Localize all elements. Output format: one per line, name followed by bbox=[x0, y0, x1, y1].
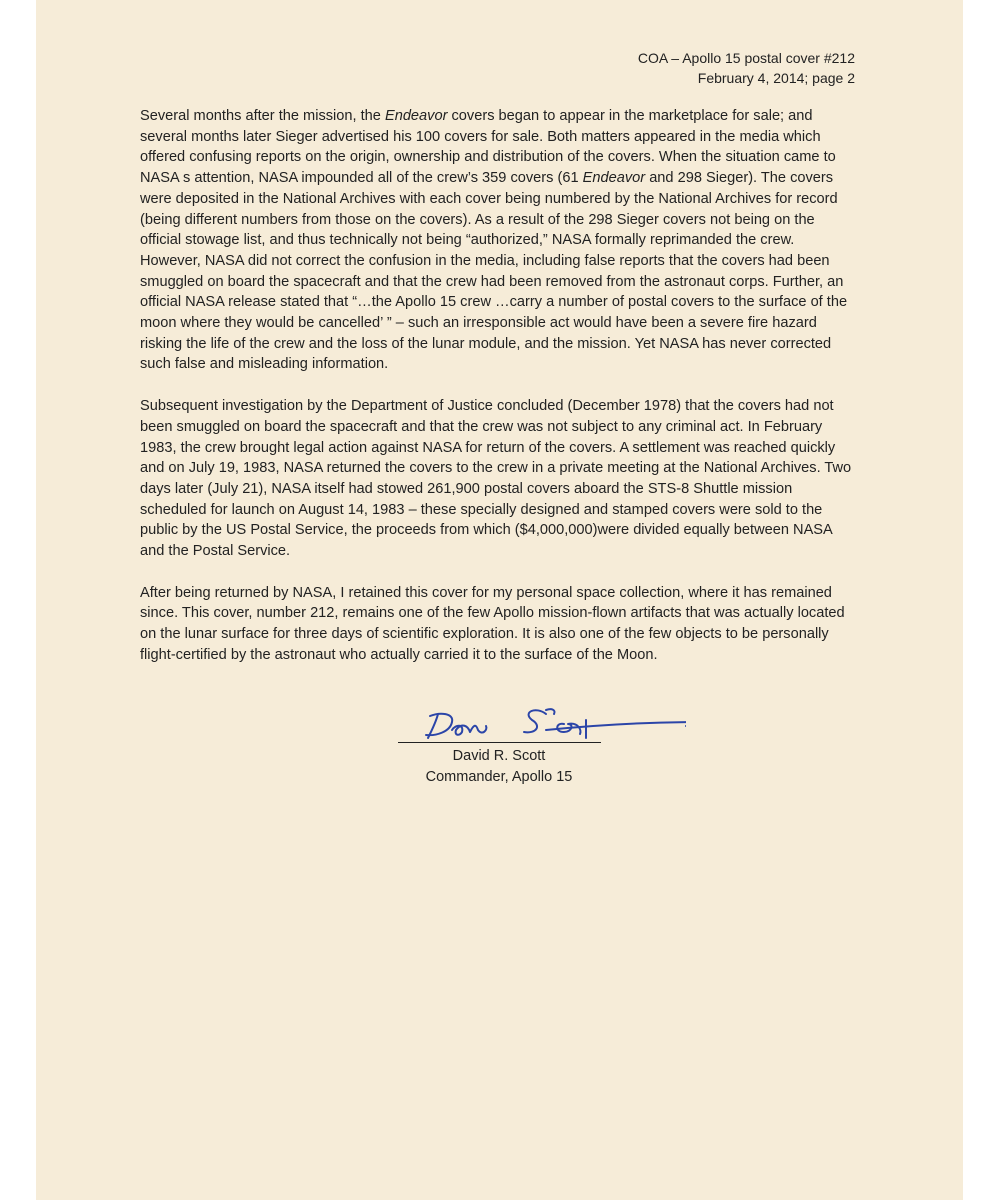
document-page bbox=[36, 0, 963, 1200]
header-reference: COA – Apollo 15 postal cover #212 bbox=[637, 50, 855, 66]
handwritten-signature bbox=[396, 700, 686, 746]
paragraph-1-part-c: and 298 Sieger). The covers were deposited in the National Archives with each cover being numbered by the National Archives for record (being different numbers from those on the covers). As a result of the 298 Sieger covers not being on the official stowage list, and thus technically not being “authorized,” NASA formally reprimanded the crew. However, NASA did not correct the confusion in the media, including false reports that the covers had been smuggled on board the spacecraft and that the crew had been removed from the astronaut corps. Further, an official NASA release stated that “…the Apollo 15 crew …carry a number of postal covers to the surface of the moon where they would be cancelled’ ” – such an irresponsible act would have been a severe fire hazard risking the life of the crew and the loss of the lunar module, and the mission. Yet NASA has never corrected such false and misleading information. bbox=[140, 170, 848, 373]
signature-line bbox=[398, 742, 601, 743]
signer-info bbox=[374, 746, 624, 788]
signer-name: David R. Scott bbox=[452, 748, 546, 764]
paragraph-1-part-b: covers began to appear in the marketplace for sale; and several months later Sieger advertised his 100 covers for sale. Both matters appeared in the media which offered confusing reports on the origin, ownership and distribution of the covers. When the situation came to NASA s attention, NASA impounded all of the crew’s 359 covers (61 bbox=[140, 108, 836, 187]
paragraph-1-emphasis-a: Endeavor bbox=[384, 108, 448, 124]
letter-body bbox=[140, 106, 856, 687]
header-date-page: February 4, 2014; page 2 bbox=[697, 70, 855, 86]
paragraph-1 bbox=[140, 106, 856, 375]
paragraph-1-part-a: Several months after the mission, the bbox=[140, 108, 385, 124]
paragraph-2: Subsequent investigation by the Department of Justice concluded (December 1978) that the covers had not been smuggled on board the spacecraft and that the crew was not subject to any criminal act. In February 1983, the crew brought legal action against NASA for return of the covers. A settlement was reached quickly and on July 19, 1983, NASA returned the covers to the crew in a private meeting at the National Archives. Two days later (July 21), NASA itself had stowed 261,900 postal covers aboard the STS-8 Shuttle mission scheduled for launch on August 14, 1983 – these specially designed and stamped covers were sold to the public by the US Postal Service, the proceeds from which ($4,000,000)were divided equally between NASA and the Postal Service. bbox=[140, 398, 852, 560]
paragraph-3: After being returned by NASA, I retained this cover for my personal space collection, where it has remained since. This cover, number 212, remains one of the few Apollo mission-flown artifacts that was actually located on the lunar surface for three days of scientific exploration. It is also one of the few objects to be personally flight-certified by the astronaut who actually carried it to the surface of the Moon. bbox=[140, 584, 845, 663]
document-header bbox=[638, 48, 855, 88]
paragraph-1-emphasis-b: Endeavor bbox=[582, 170, 646, 187]
signer-title: Commander, Apollo 15 bbox=[425, 769, 573, 785]
